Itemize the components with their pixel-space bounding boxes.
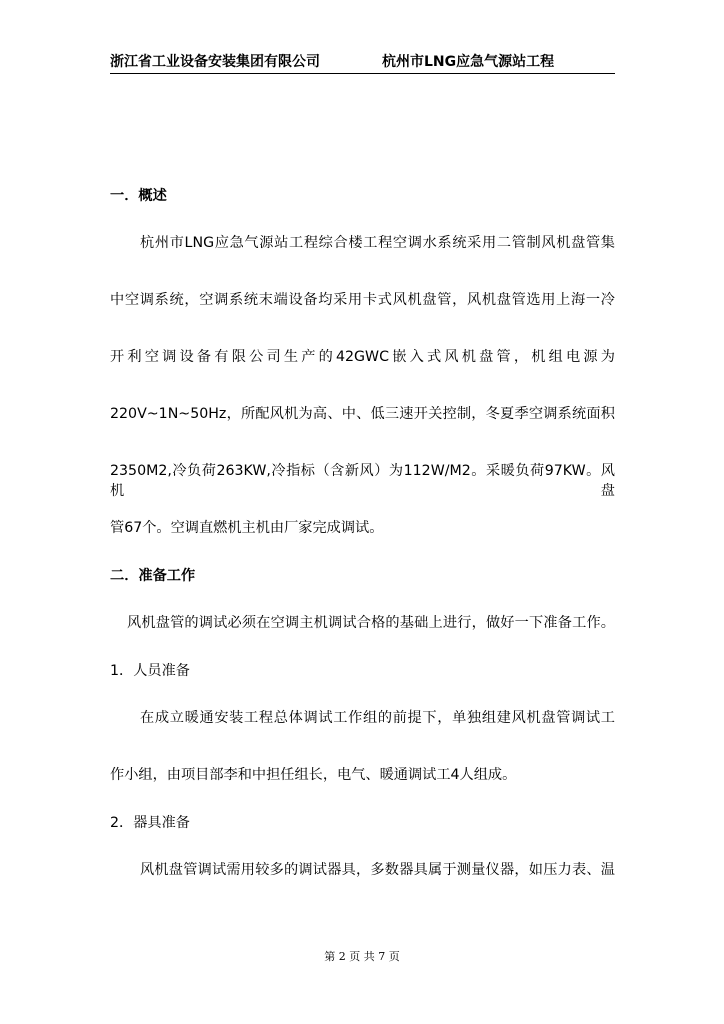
- section-2-title: 二．准备工作: [110, 568, 196, 584]
- subsection-1-title: 1．人员准备: [110, 663, 190, 679]
- section-1-line-2: 中空调系统，空调系统末端设备均采用卡式风机盘管，风机盘管选用上海一冷: [110, 292, 615, 308]
- section-2-intro: 风机盘管的调试必须在空调主机调试合格的基础上进行，做好一下准备工作。: [127, 615, 615, 631]
- section-1-line-4: 220V~1N~50Hz，所配风机为高、中、低三速开关控制，冬夏季空调系统面积: [110, 406, 615, 422]
- section-1-line-3: 开利空调设备有限公司生产的42GWC嵌入式风机盘管，机组电源为: [110, 349, 615, 365]
- section-1-title: 一．概述: [110, 188, 167, 204]
- subsection-1-line-2: 作小组，由项目部李和中担任组长，电气、暖通调试工4人组成。: [110, 767, 517, 783]
- page-header: [110, 52, 615, 74]
- subsection-2-title: 2．器具准备: [110, 815, 190, 831]
- section-1-line-6: 管67个。空调直燃机主机由厂家完成调试。: [110, 520, 384, 536]
- section-1-line-5: 2350M2,冷负荷263KW,冷指标（含新风）为112W/M2。采暖负荷97KW。风机盘: [110, 463, 615, 499]
- section-1-line-1: 杭州市LNG应急气源站工程综合楼工程空调水系统采用二管制风机盘管集: [140, 235, 615, 251]
- page-footer: 第 2 页 共 7 页: [324, 950, 400, 963]
- subsection-2-line-1: 风机盘管调试需用较多的调试器具，多数器具属于测量仪器，如压力表、温: [140, 862, 615, 878]
- subsection-1-line-1: 在成立暖通安装工程总体调试工作组的前提下，单独组建风机盘管调试工: [140, 710, 615, 726]
- company-name: 浙江省工业设备安装集团有限公司: [110, 54, 320, 70]
- project-name: 杭州市LNG应急气源站工程: [382, 54, 555, 70]
